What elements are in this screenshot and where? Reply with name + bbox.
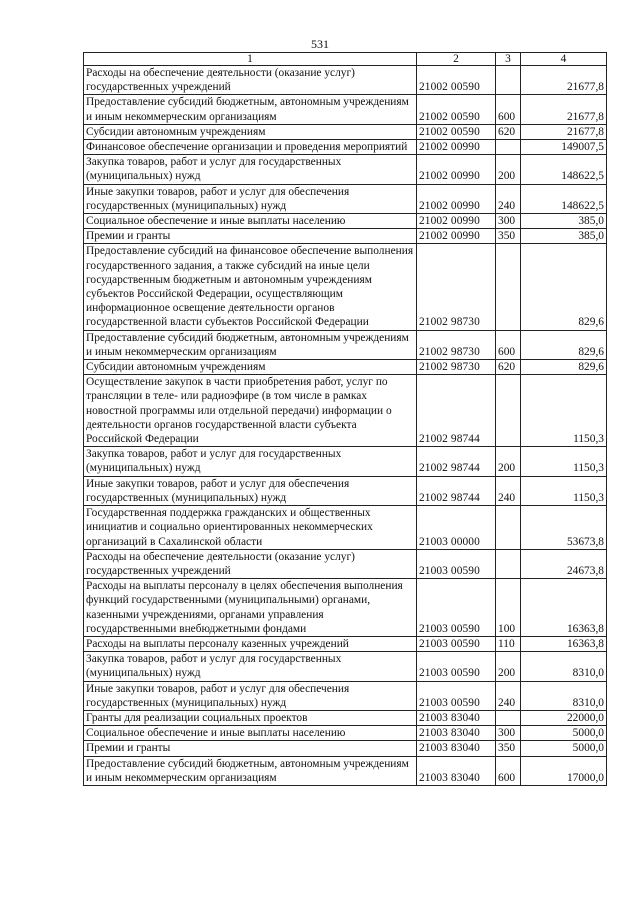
row-amount-cell: 1150,3 bbox=[521, 476, 607, 505]
row-type-cell: 200 bbox=[496, 447, 521, 476]
row-name-cell: Финансовое обеспечение организации и проведения мероприятий bbox=[84, 140, 417, 155]
table-row bbox=[84, 476, 607, 505]
table-row bbox=[84, 506, 607, 550]
row-type-cell: 600 bbox=[496, 330, 521, 359]
row-amount-cell: 22000,0 bbox=[521, 710, 607, 725]
table-row bbox=[84, 214, 607, 229]
table-row bbox=[84, 66, 607, 95]
row-name-cell: Социальное обеспечение и иные выплаты населению bbox=[84, 726, 417, 741]
header-row bbox=[84, 53, 607, 66]
row-code-cell: 21003 00000 bbox=[417, 506, 496, 550]
row-type-cell: 600 bbox=[496, 756, 521, 785]
row-code-cell: 21002 98744 bbox=[417, 476, 496, 505]
row-amount-cell: 5000,0 bbox=[521, 726, 607, 741]
table-row bbox=[84, 636, 607, 651]
row-code-cell: 21003 83040 bbox=[417, 710, 496, 725]
row-type-cell bbox=[496, 66, 521, 95]
table-body bbox=[84, 66, 607, 786]
row-name-cell: Закупка товаров, работ и услуг для государственных (муниципальных) нужд bbox=[84, 447, 417, 476]
row-amount-cell: 149007,5 bbox=[521, 140, 607, 155]
row-code-cell: 21003 00590 bbox=[417, 549, 496, 578]
table-row bbox=[84, 244, 607, 330]
row-code-cell: 21003 83040 bbox=[417, 756, 496, 785]
row-name-cell: Предоставление субсидий на финансовое обеспечение выполнения государственного задания, а также субсидий на иные цели государственным бюджетным и автономным учреждениям субъектов Российской Федерации, осуществляющим информационное освещение деятельности органов государственной власти субъектов Российской Федерации bbox=[84, 244, 417, 330]
row-name-cell: Закупка товаров, работ и услуг для государственных (муниципальных) нужд bbox=[84, 155, 417, 184]
table-row bbox=[84, 726, 607, 741]
row-code-cell: 21002 98744 bbox=[417, 447, 496, 476]
row-type-cell: 600 bbox=[496, 95, 521, 124]
row-code-cell: 21002 98730 bbox=[417, 360, 496, 375]
row-amount-cell: 829,6 bbox=[521, 330, 607, 359]
table-row bbox=[84, 155, 607, 184]
table-row bbox=[84, 756, 607, 785]
row-code-cell: 21002 98744 bbox=[417, 375, 496, 447]
row-name-cell: Государственная поддержка гражданских и общественных инициатив и социально ориентированных некоммерческих организаций в Сахалинской области bbox=[84, 506, 417, 550]
column-header-code: 2 bbox=[417, 53, 496, 66]
table-row bbox=[84, 330, 607, 359]
row-type-cell bbox=[496, 549, 521, 578]
row-amount-cell: 829,6 bbox=[521, 360, 607, 375]
row-type-cell: 100 bbox=[496, 579, 521, 637]
row-name-cell: Расходы на выплаты персоналу казенных учреждений bbox=[84, 636, 417, 651]
column-header-type: 3 bbox=[496, 53, 521, 66]
row-name-cell: Иные закупки товаров, работ и услуг для обеспечения государственных (муниципальных) нужд bbox=[84, 184, 417, 213]
row-code-cell: 21003 83040 bbox=[417, 741, 496, 756]
row-amount-cell: 1150,3 bbox=[521, 375, 607, 447]
row-amount-cell: 385,0 bbox=[521, 214, 607, 229]
row-name-cell: Предоставление субсидий бюджетным, автономным учреждениям и иным некоммерческим организациям bbox=[84, 95, 417, 124]
row-name-cell: Расходы на обеспечение деятельности (оказание услуг) государственных учреждений bbox=[84, 549, 417, 578]
row-name-cell: Премии и гранты bbox=[84, 741, 417, 756]
row-name-cell: Осуществление закупок в части приобретения работ, услуг по трансляции в теле- или радиоэфире (в том числе в рамках новостной программы или отдельной передачи) информации о деятельности органов государственной власти субъекта Российской Федерации bbox=[84, 375, 417, 447]
row-name-cell: Расходы на обеспечение деятельности (оказание услуг) государственных учреждений bbox=[84, 66, 417, 95]
row-code-cell: 21002 98730 bbox=[417, 244, 496, 330]
table-row bbox=[84, 447, 607, 476]
row-amount-cell: 385,0 bbox=[521, 229, 607, 244]
row-name-cell: Социальное обеспечение и иные выплаты населению bbox=[84, 214, 417, 229]
table-row bbox=[84, 184, 607, 213]
row-code-cell: 21003 00590 bbox=[417, 681, 496, 710]
row-code-cell: 21003 00590 bbox=[417, 652, 496, 681]
table-row bbox=[84, 140, 607, 155]
row-amount-cell: 8310,0 bbox=[521, 681, 607, 710]
row-code-cell: 21002 00590 bbox=[417, 66, 496, 95]
row-type-cell: 240 bbox=[496, 476, 521, 505]
row-name-cell: Иные закупки товаров, работ и услуг для обеспечения государственных (муниципальных) нужд bbox=[84, 476, 417, 505]
row-code-cell: 21002 00990 bbox=[417, 155, 496, 184]
row-type-cell: 350 bbox=[496, 229, 521, 244]
row-type-cell: 620 bbox=[496, 360, 521, 375]
row-name-cell: Субсидии автономным учреждениям bbox=[84, 124, 417, 139]
table-row bbox=[84, 710, 607, 725]
row-amount-cell: 53673,8 bbox=[521, 506, 607, 550]
table-row bbox=[84, 741, 607, 756]
row-name-cell: Гранты для реализации социальных проектов bbox=[84, 710, 417, 725]
row-type-cell: 300 bbox=[496, 214, 521, 229]
row-name-cell: Закупка товаров, работ и услуг для государственных (муниципальных) нужд bbox=[84, 652, 417, 681]
row-code-cell: 21002 00590 bbox=[417, 95, 496, 124]
row-amount-cell: 5000,0 bbox=[521, 741, 607, 756]
row-name-cell: Расходы на выплаты персоналу в целях обеспечения выполнения функций государственными (муниципальными) органами, казенными учреждениями, органами управления государственными внебюджетными фондами bbox=[84, 579, 417, 637]
row-type-cell: 240 bbox=[496, 184, 521, 213]
row-type-cell: 110 bbox=[496, 636, 521, 651]
row-amount-cell: 148622,5 bbox=[521, 184, 607, 213]
row-amount-cell: 829,6 bbox=[521, 244, 607, 330]
row-code-cell: 21003 00590 bbox=[417, 636, 496, 651]
row-code-cell: 21002 98730 bbox=[417, 330, 496, 359]
table-row bbox=[84, 360, 607, 375]
row-amount-cell: 21677,8 bbox=[521, 95, 607, 124]
page-number: 531 bbox=[311, 37, 329, 51]
table-row bbox=[84, 124, 607, 139]
row-amount-cell: 16363,8 bbox=[521, 636, 607, 651]
row-amount-cell: 21677,8 bbox=[521, 66, 607, 95]
row-code-cell: 21002 00990 bbox=[417, 229, 496, 244]
row-name-cell: Предоставление субсидий бюджетным, автономным учреждениям и иным некоммерческим организациям bbox=[84, 330, 417, 359]
row-amount-cell: 17000,0 bbox=[521, 756, 607, 785]
row-type-cell bbox=[496, 506, 521, 550]
row-amount-cell: 21677,8 bbox=[521, 124, 607, 139]
row-type-cell: 350 bbox=[496, 741, 521, 756]
table-row bbox=[84, 681, 607, 710]
table-row bbox=[84, 652, 607, 681]
row-code-cell: 21003 00590 bbox=[417, 579, 496, 637]
row-name-cell: Иные закупки товаров, работ и услуг для обеспечения государственных (муниципальных) нужд bbox=[84, 681, 417, 710]
row-type-cell bbox=[496, 710, 521, 725]
row-amount-cell: 8310,0 bbox=[521, 652, 607, 681]
row-type-cell bbox=[496, 375, 521, 447]
table-row bbox=[84, 549, 607, 578]
table-row bbox=[84, 95, 607, 124]
row-name-cell: Премии и гранты bbox=[84, 229, 417, 244]
row-amount-cell: 1150,3 bbox=[521, 447, 607, 476]
row-code-cell: 21003 83040 bbox=[417, 726, 496, 741]
row-amount-cell: 24673,8 bbox=[521, 549, 607, 578]
column-header-name: 1 bbox=[84, 53, 417, 66]
table-row bbox=[84, 375, 607, 447]
row-type-cell bbox=[496, 244, 521, 330]
row-code-cell: 21002 00990 bbox=[417, 184, 496, 213]
table-row bbox=[84, 579, 607, 637]
row-type-cell: 240 bbox=[496, 681, 521, 710]
row-amount-cell: 16363,8 bbox=[521, 579, 607, 637]
table-row bbox=[84, 229, 607, 244]
budget-table bbox=[83, 52, 607, 786]
row-code-cell: 21002 00990 bbox=[417, 140, 496, 155]
row-type-cell: 620 bbox=[496, 124, 521, 139]
row-name-cell: Предоставление субсидий бюджетным, автономным учреждениям и иным некоммерческим организациям bbox=[84, 756, 417, 785]
column-header-amount: 4 bbox=[521, 53, 607, 66]
row-code-cell: 21002 00590 bbox=[417, 124, 496, 139]
row-type-cell bbox=[496, 140, 521, 155]
row-amount-cell: 148622,5 bbox=[521, 155, 607, 184]
row-name-cell: Субсидии автономным учреждениям bbox=[84, 360, 417, 375]
row-code-cell: 21002 00990 bbox=[417, 214, 496, 229]
row-type-cell: 200 bbox=[496, 155, 521, 184]
row-type-cell: 300 bbox=[496, 726, 521, 741]
row-type-cell: 200 bbox=[496, 652, 521, 681]
